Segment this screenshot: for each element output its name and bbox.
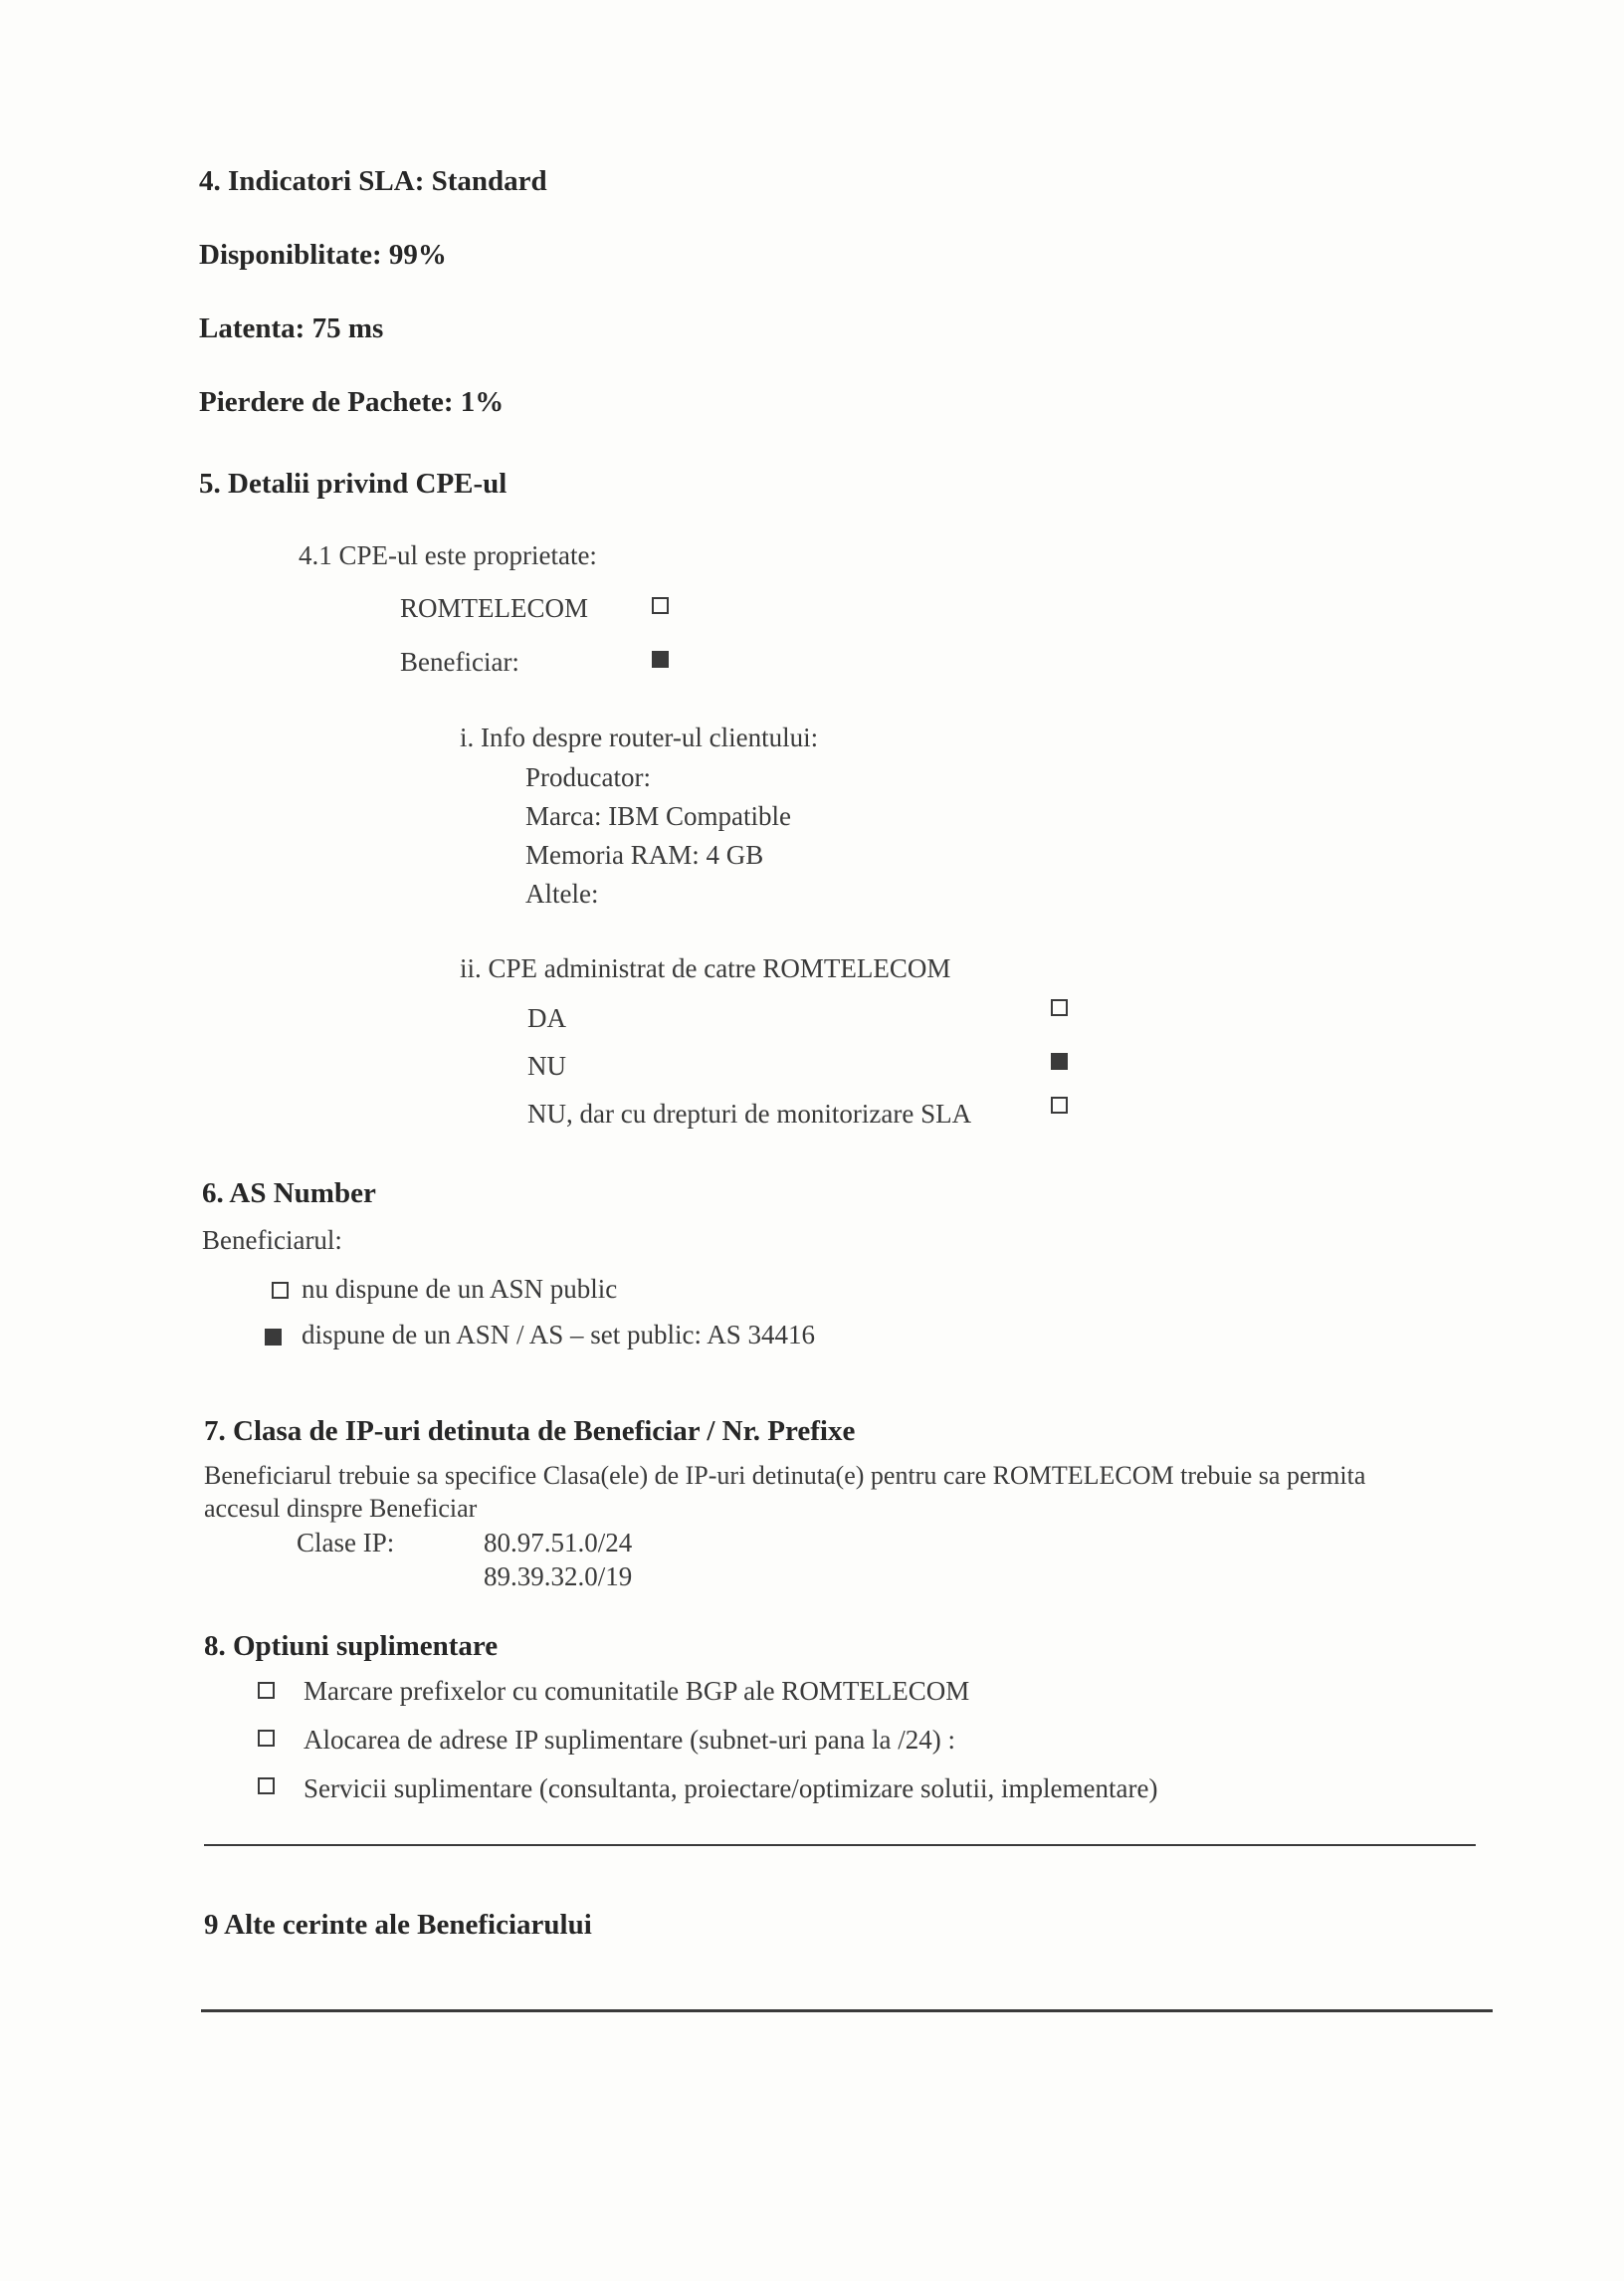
section-9-title: 9 Alte cerinte ale Beneficiarului (204, 1909, 592, 1941)
section-4-title: 4. Indicatori SLA: Standard (199, 165, 547, 197)
administered-nu-sla-checkbox[interactable] (1051, 1097, 1068, 1114)
router-ram: Memoria RAM: 4 GB (525, 840, 764, 870)
section-8-title: 8. Optiuni suplimentare (204, 1630, 499, 1662)
latency-value: Latenta: 75 ms (199, 312, 384, 344)
owner-romtelecom-label: ROMTELECOM (400, 593, 588, 623)
cpe-ownership-label: 4.1 CPE-ul este proprietate: (299, 540, 597, 570)
router-brand: Marca: IBM Compatible (525, 801, 791, 831)
ip-classes-label: Clase IP: (297, 1528, 395, 1557)
option-extra-ip-label: Alocarea de adrese IP suplimentare (subnet-uri pana la /24) : (304, 1725, 955, 1755)
ip-class-2: 89.39.32.0/19 (484, 1561, 633, 1591)
section-5-title: 5. Detalii privind CPE-ul (199, 468, 508, 500)
option-extra-services-checkbox[interactable] (258, 1777, 275, 1794)
option-bgp-communities-checkbox[interactable] (258, 1682, 275, 1699)
asn-public-checkbox[interactable] (265, 1329, 282, 1346)
requirements-input-line[interactable] (201, 2009, 1493, 2012)
router-producer: Producator: (525, 762, 651, 792)
administered-da-label: DA (527, 1003, 566, 1033)
option-extra-ip-checkbox[interactable] (258, 1730, 275, 1747)
option-extra-services-label: Servicii suplimentare (consultanta, proiectare/optimizare solutii, implementare) (304, 1773, 1158, 1803)
owner-beneficiar-checkbox[interactable] (652, 651, 669, 668)
section-7-title: 7. Clasa de IP-uri detinuta de Beneficiar / Nr. Prefixe (204, 1415, 856, 1447)
option-bgp-communities-label: Marcare prefixelor cu comunitatile BGP ale ROMTELECOM (304, 1676, 970, 1706)
owner-romtelecom-checkbox[interactable] (652, 597, 669, 614)
section-6-title: 6. AS Number (202, 1177, 376, 1209)
router-other: Altele: (525, 879, 599, 909)
administered-da-checkbox[interactable] (1051, 999, 1068, 1016)
cpe-administered-title: ii. CPE administrat de catre ROMTELECOM (460, 953, 951, 983)
section-6-subtitle: Beneficiarul: (202, 1225, 342, 1255)
administered-nu-checkbox[interactable] (1051, 1053, 1068, 1070)
asn-public-label: dispune de un ASN / AS – set public: AS 34416 (302, 1320, 816, 1349)
ip-class-1: 80.97.51.0/24 (484, 1528, 633, 1557)
packet-loss-value: Pierdere de Pachete: 1% (199, 386, 505, 418)
owner-beneficiar-label: Beneficiar: (400, 647, 519, 677)
section-7-text-line2: accesul dinspre Beneficiar (204, 1494, 478, 1523)
administered-nu-label: NU (527, 1051, 566, 1081)
asn-none-checkbox[interactable] (272, 1282, 289, 1299)
administered-nu-sla-label: NU, dar cu drepturi de monitorizare SLA (527, 1099, 972, 1129)
router-info-title: i. Info despre router-ul clientului: (460, 723, 819, 752)
section-7-text-line1: Beneficiarul trebuie sa specifice Clasa(ele) de IP-uri detinuta(e) pentru care ROMTELECOM trebuie sa permita (204, 1461, 1366, 1490)
availability-value: Disponiblitate: 99% (199, 239, 447, 271)
asn-none-label: nu dispune de un ASN public (302, 1274, 618, 1304)
divider-line (204, 1844, 1476, 1846)
